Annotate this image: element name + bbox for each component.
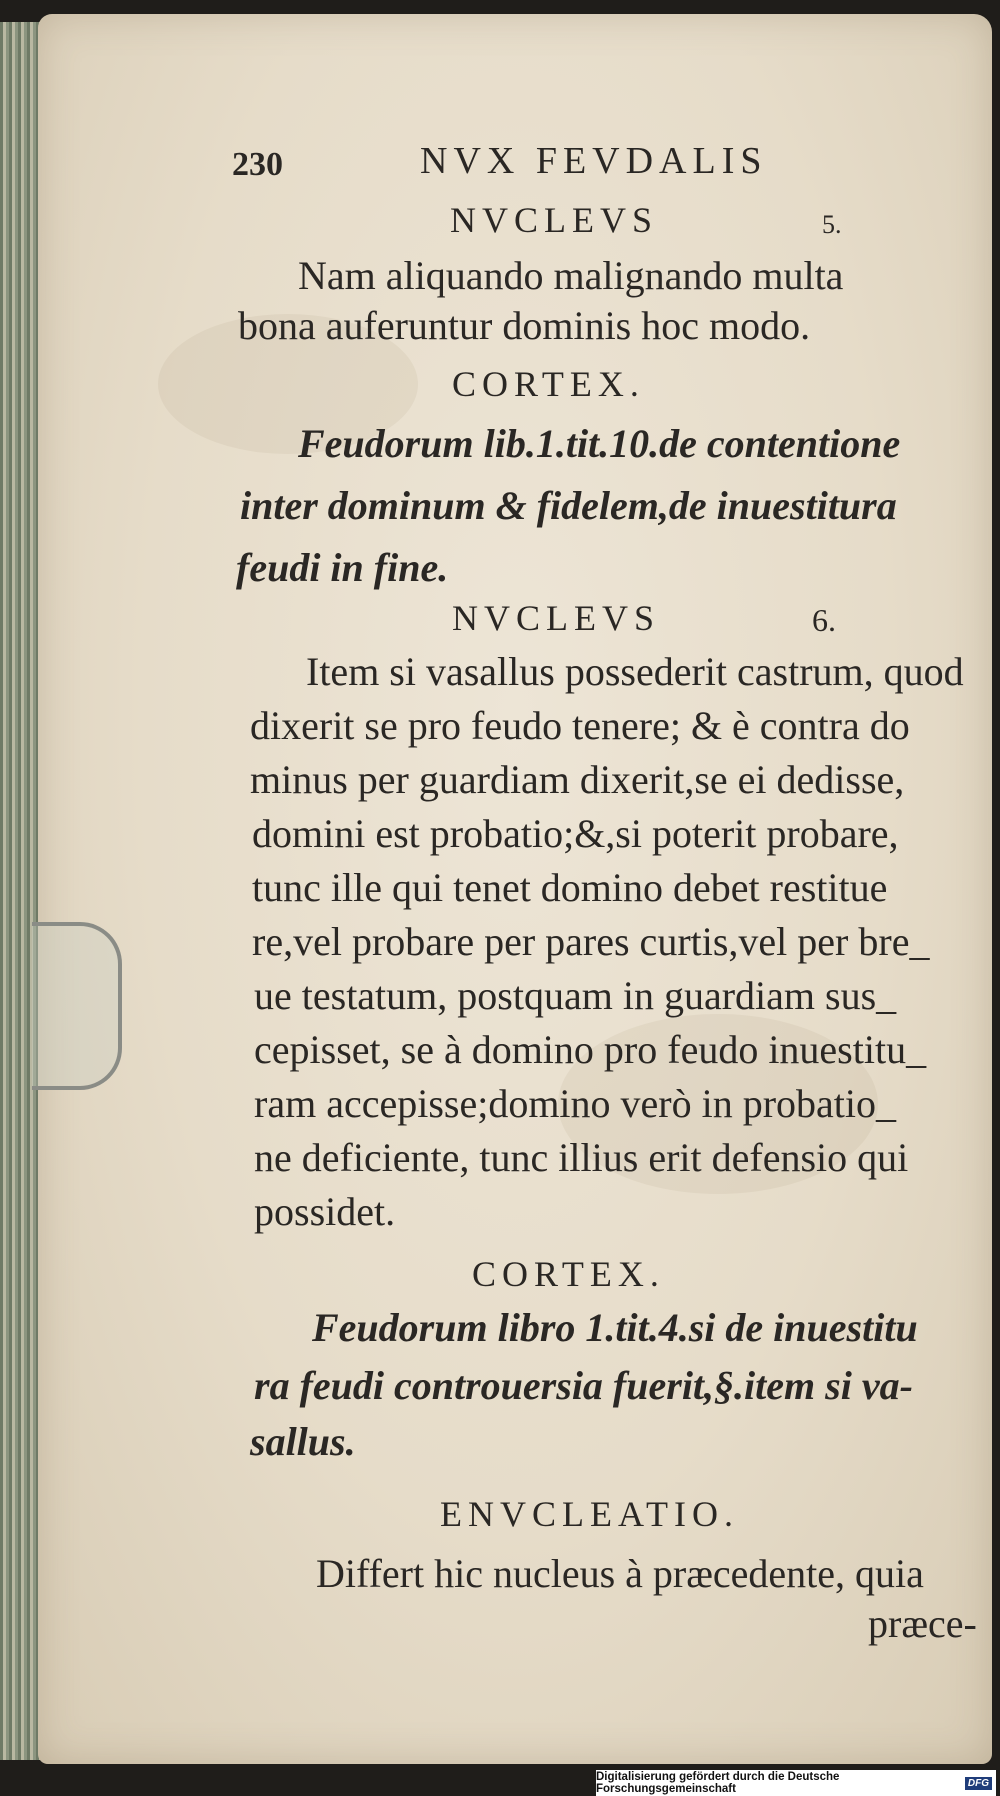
dfg-logo: DFG <box>965 1777 992 1790</box>
text-line: Item si vasallus possederit castrum, quod <box>306 649 964 694</box>
section-number: 6. <box>812 602 836 638</box>
section-heading: NVCLEVS <box>450 200 659 240</box>
page-clip <box>32 922 122 1090</box>
section-number: 5. <box>822 210 842 239</box>
text-line: dixerit se pro feudo tenere; & è contra do <box>250 703 910 748</box>
section-heading: NVCLEVS <box>452 598 661 638</box>
text-line: bona auferuntur dominis hoc modo. <box>238 303 811 348</box>
text-line: possidet. <box>254 1189 396 1234</box>
text-line: inter dominum & fidelem,de inuestitura <box>240 483 897 528</box>
catchword: præce- <box>868 1601 977 1646</box>
text-line: ne deficiente, tunc illius erit defensio qui <box>254 1135 909 1180</box>
text-line: ram accepisse;domino verò in probatio_ <box>254 1081 897 1126</box>
text-line: Feudorum lib.1.tit.10.de contentione <box>298 421 901 466</box>
text-line: minus per guardiam dixerit,se ei dedisse, <box>250 757 905 802</box>
page-number: 230 <box>232 146 283 183</box>
running-head: NVX FEVDALIS <box>420 140 768 182</box>
text-line: ra feudi controuersia fuerit,§.item si va- <box>254 1363 913 1408</box>
text-line: Nam aliquando malignando multa <box>298 253 844 298</box>
text-line: cepisset, se à domino pro feudo inuestitu_ <box>254 1027 927 1072</box>
section-heading: CORTEX. <box>452 364 645 404</box>
text-line: tunc ille qui tenet domino debet restitue <box>252 865 888 910</box>
text-line: domini est probatio;&,si poterit probare, <box>252 811 899 856</box>
text-line: Differt hic nucleus à præcedente, quia <box>316 1551 924 1596</box>
digitization-footer <box>596 1770 996 1796</box>
text-line: feudi in fine. <box>236 545 449 590</box>
footer-text: Digitalisierung gefördert durch die Deutsche Forschungsgemeinschaft <box>596 1771 840 1795</box>
text-line: ue testatum, postquam in guardiam sus_ <box>254 973 897 1018</box>
text-line: Feudorum libro 1.tit.4.si de inuestitu <box>312 1305 918 1350</box>
text-line: sallus. <box>250 1419 356 1464</box>
text-line: re,vel probare per pares curtis,vel per bre_ <box>252 919 930 964</box>
section-heading: ENVCLEATIO. <box>440 1494 739 1534</box>
section-heading: CORTEX. <box>472 1254 665 1294</box>
